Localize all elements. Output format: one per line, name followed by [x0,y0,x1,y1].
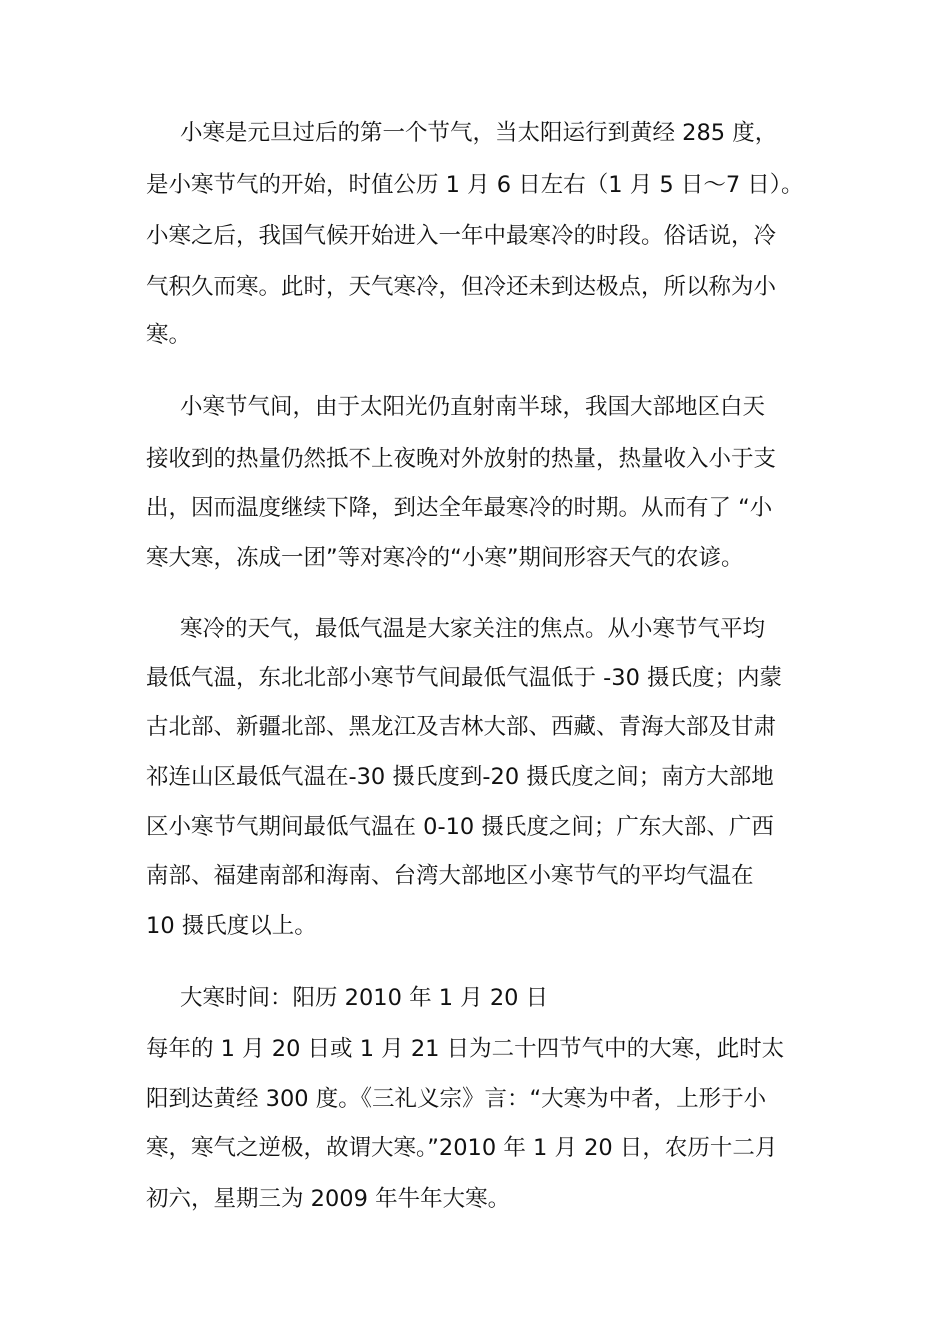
text-line: 小寒是元旦过后的第一个节气，当太阳运行到黄经 285 度， [180,120,778,146]
text-line: 初六，星期三为 2009 年牛年大寒。 [146,1186,511,1212]
text-line: 气积久而寒。此时，天气寒冷，但冷还未到达极点，所以称为小 [146,274,777,300]
text-line: 寒。 [146,322,192,348]
text-line: 古北部、新疆北部、黑龙江及吉林大部、西藏、青海大部及甘肃 [146,714,777,740]
text-line: 10 摄氏度以上。 [146,913,317,939]
text-line: 寒，寒气之逆极，故谓大寒。”2010 年 1 月 20 日，农历十二月 [146,1135,778,1161]
text-line: 南部、福建南部和海南、台湾大部地区小寒节气的平均气温在 [146,863,754,889]
text-line: 接收到的热量仍然抵不上夜晚对外放射的热量，热量收入小于支 [146,446,777,472]
text-line: 祁连山区最低气温在-30 摄氏度到-20 摄氏度之间；南方大部地 [146,764,774,790]
text-line: 大寒时间：阳历 2010 年 1 月 20 日 [180,985,549,1011]
text-line: 寒冷的天气，最低气温是大家关注的焦点。从小寒节气平均 [180,616,766,642]
text-line: 是小寒节气的开始，时值公历 1 月 6 日左右（1 月 5 日～7 日）。 [146,172,804,198]
text-line: 区小寒节气期间最低气温在 0-10 摄氏度之间；广东大部、广西 [146,814,774,840]
text-line: 小寒节气间，由于太阳光仍直射南半球，我国大部地区白天 [180,394,766,420]
text-line: 最低气温，东北北部小寒节气间最低气温低于 -30 摄氏度；内蒙 [146,665,783,691]
text-line: 每年的 1 月 20 日或 1 月 21 日为二十四节气中的大寒，此时太 [146,1036,785,1062]
text-line: 小寒之后，我国气候开始进入一年中最寒冷的时段。俗话说，冷 [146,223,777,249]
text-line: 寒大寒，冻成一团”等对寒冷的“小寒”期间形容天气的农谚。 [146,545,744,571]
text-line: 阳到达黄经 300 度。《三礼义宗》言：“大寒为中者，上形于小 [146,1086,767,1112]
text-line: 出，因而温度继续下降，到达全年最寒冷的时期。从而有了 “小 [146,495,773,521]
